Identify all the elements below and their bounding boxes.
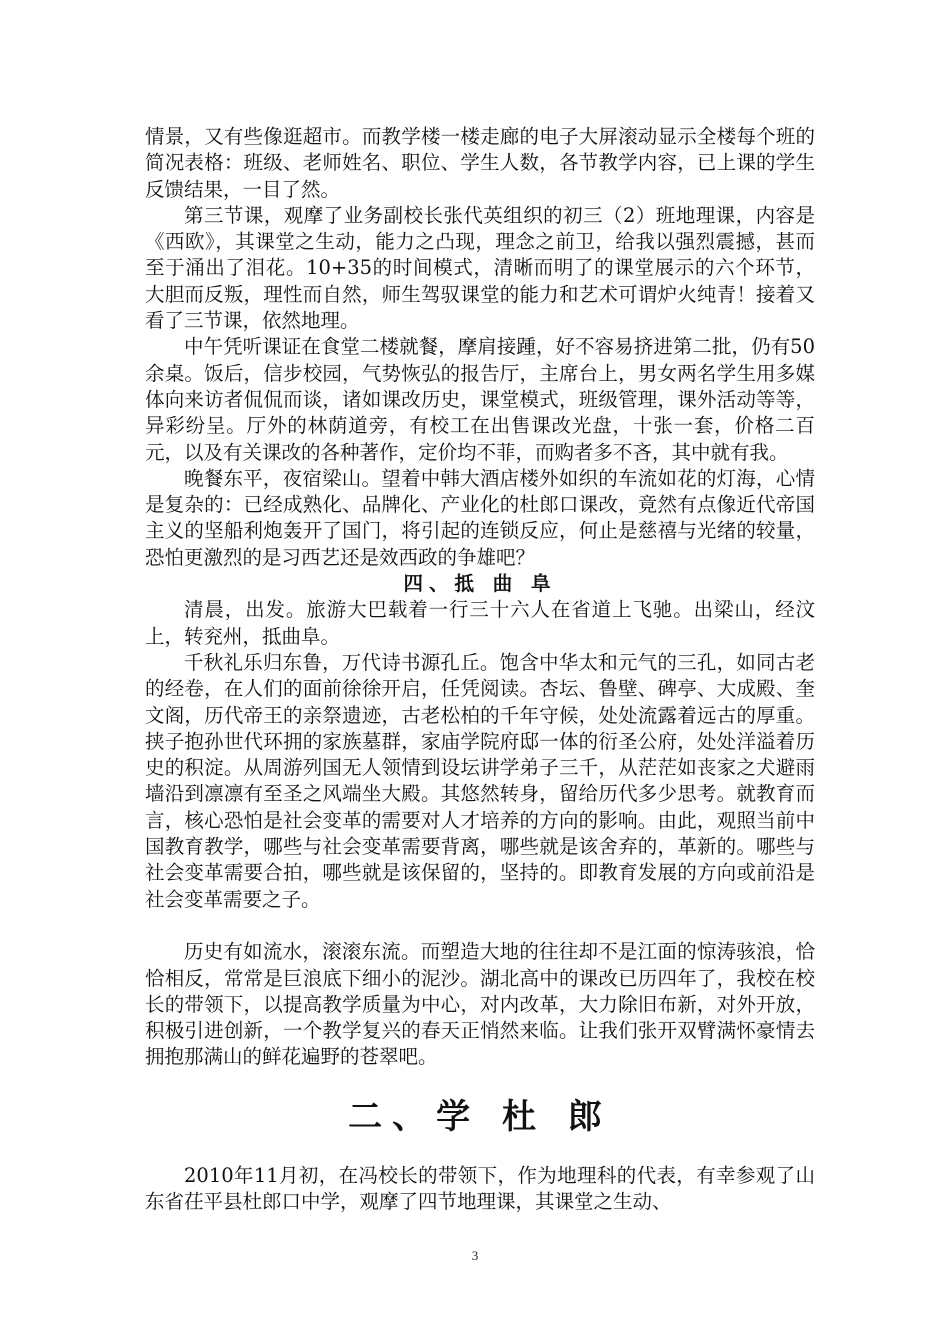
document-body	[145, 124, 815, 1215]
paragraph-evening: 晚餐东平，夜宿梁山。望着中韩大酒店楼外如织的车流如花的灯海，心情是复杂的：已经成熟化、品牌化、产业化的杜郎口课改，竟然有点像近代帝国主义的坚船利炮轰开了国门，将引起的连锁反应，何止是慈禧与光绪的较量，恐怕更激烈的是习西艺还是效西政的争雄吧？	[145, 466, 815, 569]
paragraph-continued: 情景，又有些像逛超市。而教学楼一楼走廊的电子大屏滚动显示全楼每个班的简况表格：班级、老师姓名、职位、学生人数，各节教学内容，已上课的学生反馈结果，一目了然。	[145, 125, 815, 201]
paragraph-confucius: 千秋礼乐归东鲁，万代诗书源孔丘。饱含中华太和元气的三孔，如同古老的经卷，在人们的面前徐徐开启，任凭阅读。杏坛、鲁壁、碑亭、大成殿、奎文阁，历代帝王的亲祭遗迹，古老松柏的千年守候，处处流露着远古的厚重。挟子抱孙世代环拥的家族墓群，家庙学院府邸一体的衍圣公府，处处洋溢着历史的积淀。从周游列国无人领情到设坛讲学弟子三千，从茫茫如丧家之犬避雨墙沿到凛凛有至圣之风端坐大殿。其悠然转身，留给历代多少思考。就教育而言，核心恐怕是社会变革的需要对人才培养的方向的影响。由此，观照当前中国教育教学，哪些与社会变革需要背离，哪些就是该舍弃的，革新的。哪些与社会变革需要合拍，哪些就是该保留的，坚持的。即教育发展的方向或前沿是社会变革需要之子。	[145, 650, 815, 911]
paragraph-duolangkou: 2010年11月初，在冯校长的带领下，作为地理科的代表，有幸参观了山东省茌平县杜郎口中学，观摩了四节地理课，其课堂之生动、	[145, 1163, 815, 1213]
blank-line	[145, 913, 815, 939]
paragraph-third-lesson: 第三节课，观摩了业务副校长张代英组织的初三（2）班地理课，内容是《西欧》，其课堂之生动，能力之凸现，理念之前卫，给我以强烈震撼，甚而至于涌出了泪花。10+35的时间模式，清晰而明了的课堂展示的六个环节，大胆而反叛，理性而自然，师生驾驭课堂的能力和艺术可谓炉火纯青！接着又看了三节课，依然地理。	[145, 203, 815, 333]
chapter-title: 二、学 杜 郎	[348, 1096, 612, 1137]
paragraph-morning: 清晨，出发。旅游大巴载着一行三十六人在省道上飞驰。出梁山，经汶上，转兖州，抵曲阜。	[145, 598, 815, 648]
paragraph-lunch: 中午凭听课证在食堂二楼就餐，摩肩接踵，好不容易挤进第二批，仍有50余桌。饭后，信步校园，气势恢弘的报告厅，主席台上，男女两名学生用多媒体向来访者侃侃而谈，诸如课改历史，课堂模式，班级管理，课外活动等等，异彩纷呈。厅外的林荫道旁，有校工在出售课改光盘，十张一套，价格二百元，以及有关课改的各种著作，定价均不菲，而购者多不吝，其中就有我。	[145, 335, 815, 464]
section-heading: 四、抵 曲 阜	[403, 572, 557, 596]
paragraph-history: 历史有如流水，滚滚东流。而塑造大地的往往却不是江面的惊涛骇浪，恰恰相反，常常是巨浪底下细小的泥沙。湖北高中的课改已历四年了，我校在校长的带领下，以提高教学质量为中心，对内改革，大力除旧布新，对外开放，积极引进创新，一个教学复兴的春天正悄然来临。让我们张开双臂满怀豪情去拥抱那满山的鲜花遍野的苍翠吧。	[145, 940, 815, 1069]
page-number: 3	[471, 1248, 479, 1263]
